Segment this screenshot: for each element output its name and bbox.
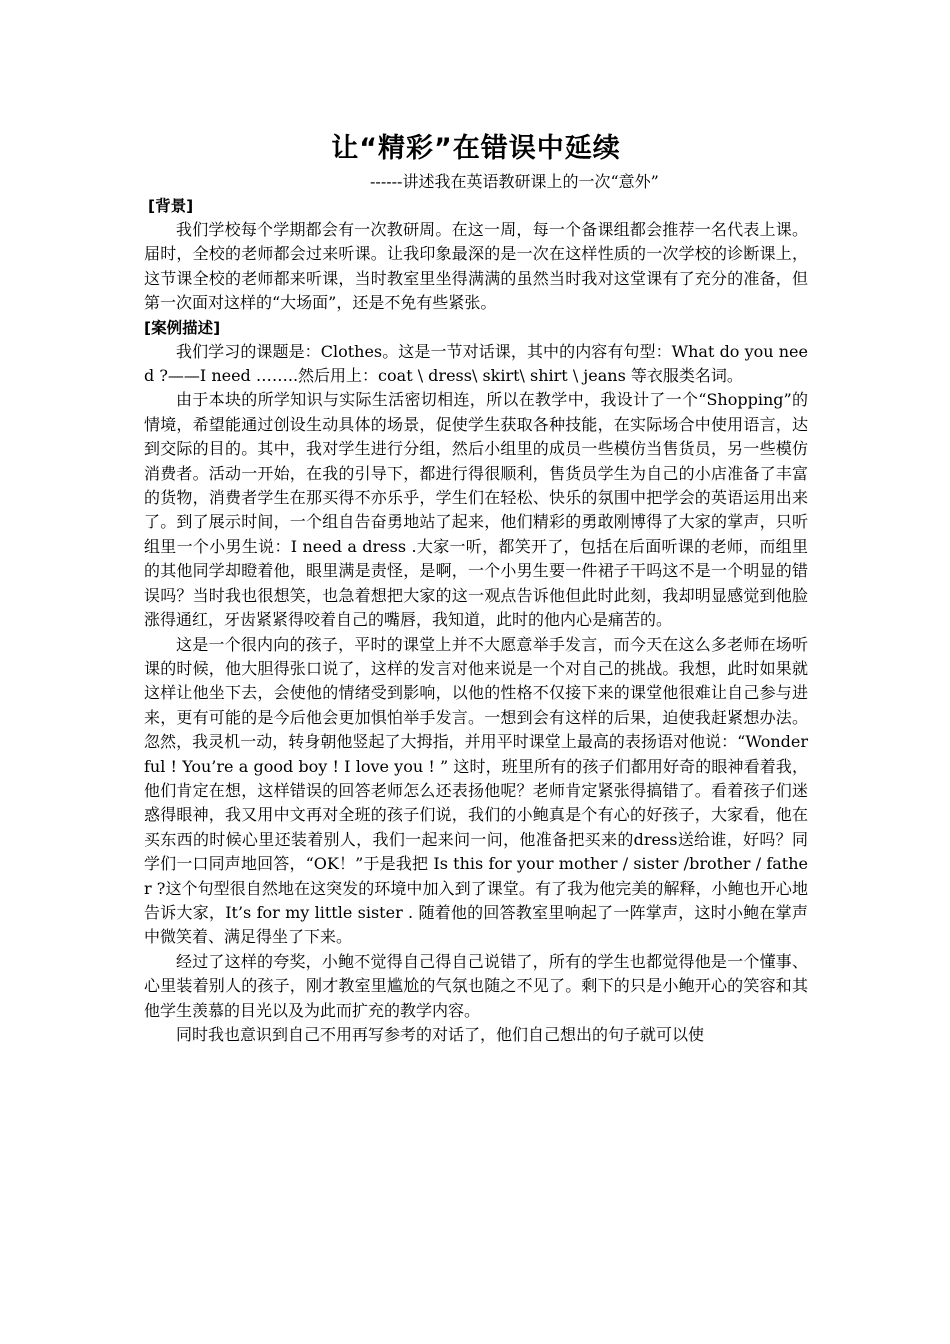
paragraph-case-2: 由于本块的所学知识与实际生活密切相连，所以在教学中，我设计了一个“Shopping”的情境，希望能通过创设生动具体的场景，促使学生获取各种技能，在实际场合中使用语言，达到交际的目的。其中，我对学生进行分组，然后小组里的成员一些模仿当售货员，另一些模仿消费者。活动一开始，在我的引导下，都进行得很顺利，售货员学生为自己的小店准备了丰富的货物，消费者学生在那买得不亦乐乎，学生们在轻松、快乐的氛围中把学会的英语运用出来了。到了展示时间，一个组自告奋勇地站了起来，他们精彩的勇敢刚博得了大家的掌声，只听组里一个小男生说：I need a dress .大家一听，都笑开了，包括在后面听课的老师，而组里的其他同学却瞪着他，眼里满是责怪，是啊，一个小男生要一件裙子干吗这不是一个明显的错误吗？当时我也很想笑，也急着想把大家的这一观点告诉他但此时此刻，我却明显感觉到他脸涨得通红，牙齿紧紧得咬着自己的嘴唇，我知道，此时的他内心是痛苦的。 xyxy=(144,390,808,630)
paragraph-case-1: 我们学习的课题是：Clothes。这是一节对话课，其中的内容有句型：What do you need ?——I need ……..然后用上：coat \ dress\ skirt\ shirt \ jeans 等衣服类名词。 xyxy=(144,341,808,386)
paragraph-case-4: 经过了这样的夸奖，小鲍不觉得自己得自己说错了，所有的学生也都觉得他是一个懂事、心里装着别人的孩子，刚才教室里尴尬的气氛也随之不见了。剩下的只是小鲍开心的笑容和其他学生羡慕的目光以及为此而扩充的教学内容。 xyxy=(144,951,808,1020)
paragraph-background: 我们学校每个学期都会有一次教研周。在这一周，每一个备课组都会推荐一名代表上课。届时，全校的老师都会过来听课。让我印象最深的是一次在这样性质的一次学校的诊断课上，这节课全校的老师都来听课，当时教室里坐得满满的虽然当时我对这堂课有了充分的准备，但第一次面对这样的“大场面”，还是不免有些紧张。 xyxy=(144,220,808,313)
paragraph-case-3: 这是一个很内向的孩子，平时的课堂上并不大愿意举手发言，而今天在这么多老师在场听课的时候，他大胆得张口说了，这样的发言对他来说是一个对自己的挑战。我想，此时如果就这样让他坐下去，会使他的情绪受到影响，以他的性格不仅接下来的课堂他很难让自己参与进来，更有可能的是今后他会更加惧怕举手发言。一想到会有这样的后果，迫使我赶紧想办法。忽然，我灵机一动，转身朝他竖起了大拇指，并用平时课堂上最高的表扬语对他说：“Wonderful ! You’re a good boy ! I love you ! ” 这时，班里所有的孩子们都用好奇的眼神看着我，他们肯定在想，这样错误的回答老师怎么还表扬他呢？老师肯定紧张得搞错了。看着孩子们迷惑得眼神，我又用中文再对全班的孩子们说，我们的小鲍真是个有心的好孩子，大家看，他在买东西的时候心里还装着别人，我们一起来问一问，他准备把买来的dress送给谁，好吗？同学们一口同声地回答，“OK！”于是我把 Is this for your mother / sister /brother / father ?这个句型很自然地在这突发的环境中加入到了课堂。有了我为他完美的解释，小鲍也开心地告诉大家，It’s for my little sister . 随着他的回答教室里响起了一阵掌声，这时小鲍在掌声中微笑着、满足得坐了下来。 xyxy=(144,634,808,947)
section-heading-background: [背景] xyxy=(148,197,194,215)
document-subtitle: ------讲述我在英语教研课上的一次“意外” xyxy=(370,172,659,191)
document-title: 让“精彩”在错误中延续 xyxy=(331,133,621,164)
paragraph-case-5: 同时我也意识到自己不用再写参考的对话了，他们自己想出的句子就可以使 xyxy=(176,1025,705,1044)
document-page xyxy=(144,128,808,1047)
section-heading-case: [案例描述] xyxy=(144,318,221,337)
